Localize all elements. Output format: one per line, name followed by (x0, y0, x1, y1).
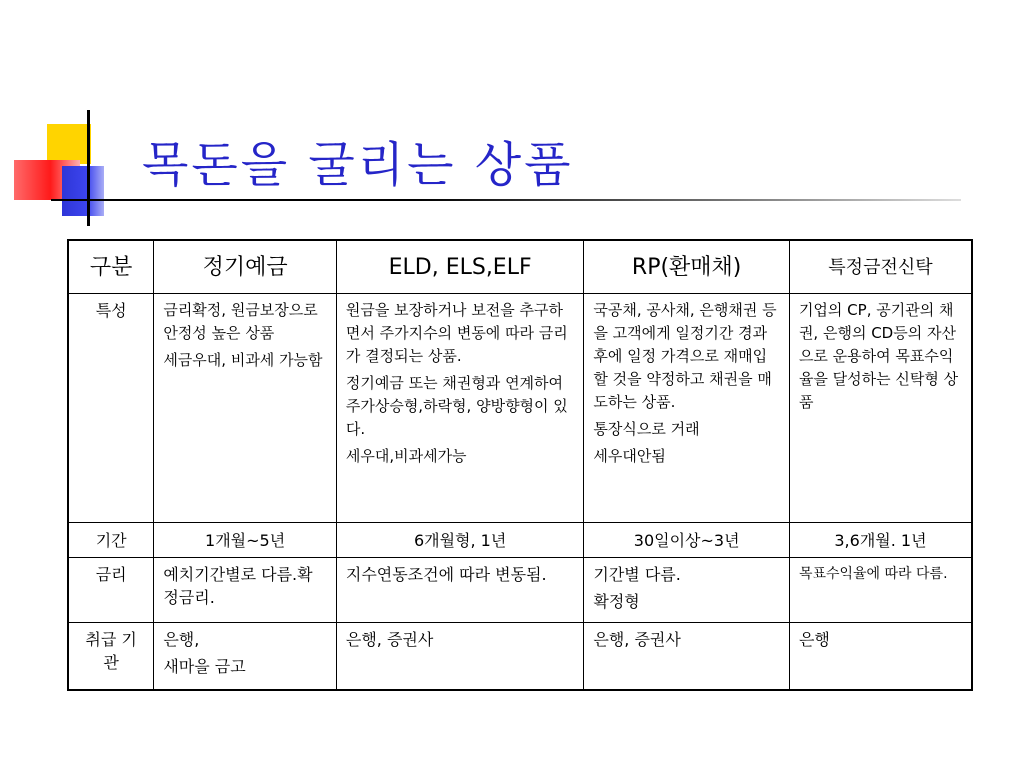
institutions-fixed-deposit (154, 623, 337, 691)
cell-line: 세우대,비과세가능 (345, 447, 467, 465)
rate-rp (584, 558, 790, 623)
cell-line: 은행, (163, 630, 200, 649)
cell-line: 통장식으로 거래 (593, 420, 700, 438)
features-fixed-deposit (154, 294, 337, 523)
rate-specific-trust (789, 558, 972, 623)
cell-line: 지수연동조건에 따라 변동됨. (345, 565, 547, 584)
institutions-eld-els-elf (336, 623, 584, 691)
period-specific-trust: 3,6개월. 1년 (789, 523, 972, 558)
table-header-row (68, 240, 972, 294)
institutions-specific-trust (789, 623, 972, 691)
cell-line: 새마을 금고 (163, 657, 246, 676)
header-rp: RP(환매채) (584, 240, 790, 294)
title-underline (51, 199, 961, 201)
cell-line: 기업의 CP, 공기관의 채권, 은행의 CD등의 자산으로 운용하여 목표수익율을 달성하는 신탁형 상품 (798, 301, 959, 411)
institutions-rp (584, 623, 790, 691)
cell-line: 원금을 보장하거나 보전을 추구하면서 주가지수의 변동에 따라 금리가 결정되는 상품. (345, 301, 568, 365)
cell-line: 은행, 증권사 (593, 630, 681, 649)
period-fixed-deposit: 1개월~5년 (154, 523, 337, 558)
ornament-blue-square (62, 166, 104, 216)
cell-line: 은행, 증권사 (345, 630, 434, 649)
ornament-vertical-line (87, 110, 90, 226)
cell-line: 세우대안됨 (593, 447, 666, 465)
header-specific-trust: 특정금전신탁 (789, 240, 972, 294)
row-label-institutions: 취급 기관 (68, 623, 154, 691)
header-eld-els-elf: ELD, ELS,ELF (336, 240, 584, 294)
row-label-features: 특성 (68, 294, 154, 523)
cell-line: 목표수익율에 따라 다름. (798, 566, 948, 582)
slide-ornament (0, 0, 140, 240)
cell-line: 정기예금 또는 채권형과 연계하여 주가상승형,하락형, 양방향형이 있다. (345, 374, 568, 438)
rate-eld-els-elf (336, 558, 584, 623)
table-row-period (68, 523, 972, 558)
rate-fixed-deposit (154, 558, 337, 623)
period-rp: 30일이상~3년 (584, 523, 790, 558)
cell-line: 확정형 (593, 592, 640, 611)
cell-line: 은행 (798, 630, 830, 649)
cell-line: 국공채, 공사채, 은행채권 등을 고객에게 일정기간 경과 후에 일정 가격으로 재매입할 것을 약정하고 채권을 매도하는 상품. (593, 301, 777, 411)
features-eld-els-elf (336, 294, 584, 523)
features-rp (584, 294, 790, 523)
header-category: 구분 (68, 240, 154, 294)
header-fixed-deposit: 정기예금 (154, 240, 337, 294)
table-row-rate (68, 558, 972, 623)
slide-title: 목돈을 굴리는 상품 (142, 137, 574, 193)
cell-line: 기간별 다름. (593, 565, 681, 584)
cell-line: 예치기간별로 다름.확정금리. (163, 565, 313, 607)
cell-line: 금리확정, 원금보장으로 안정성 높은 상품 (163, 301, 318, 342)
row-label-period: 기간 (68, 523, 154, 558)
features-specific-trust (789, 294, 972, 523)
cell-line: 세금우대, 비과세 가능함 (163, 351, 323, 369)
period-eld-els-elf: 6개월형, 1년 (336, 523, 584, 558)
table-row-features (68, 294, 972, 523)
product-comparison-table (67, 239, 973, 691)
table-row-institutions (68, 623, 972, 691)
ornament-yellow-square (47, 124, 91, 164)
row-label-rate: 금리 (68, 558, 154, 623)
